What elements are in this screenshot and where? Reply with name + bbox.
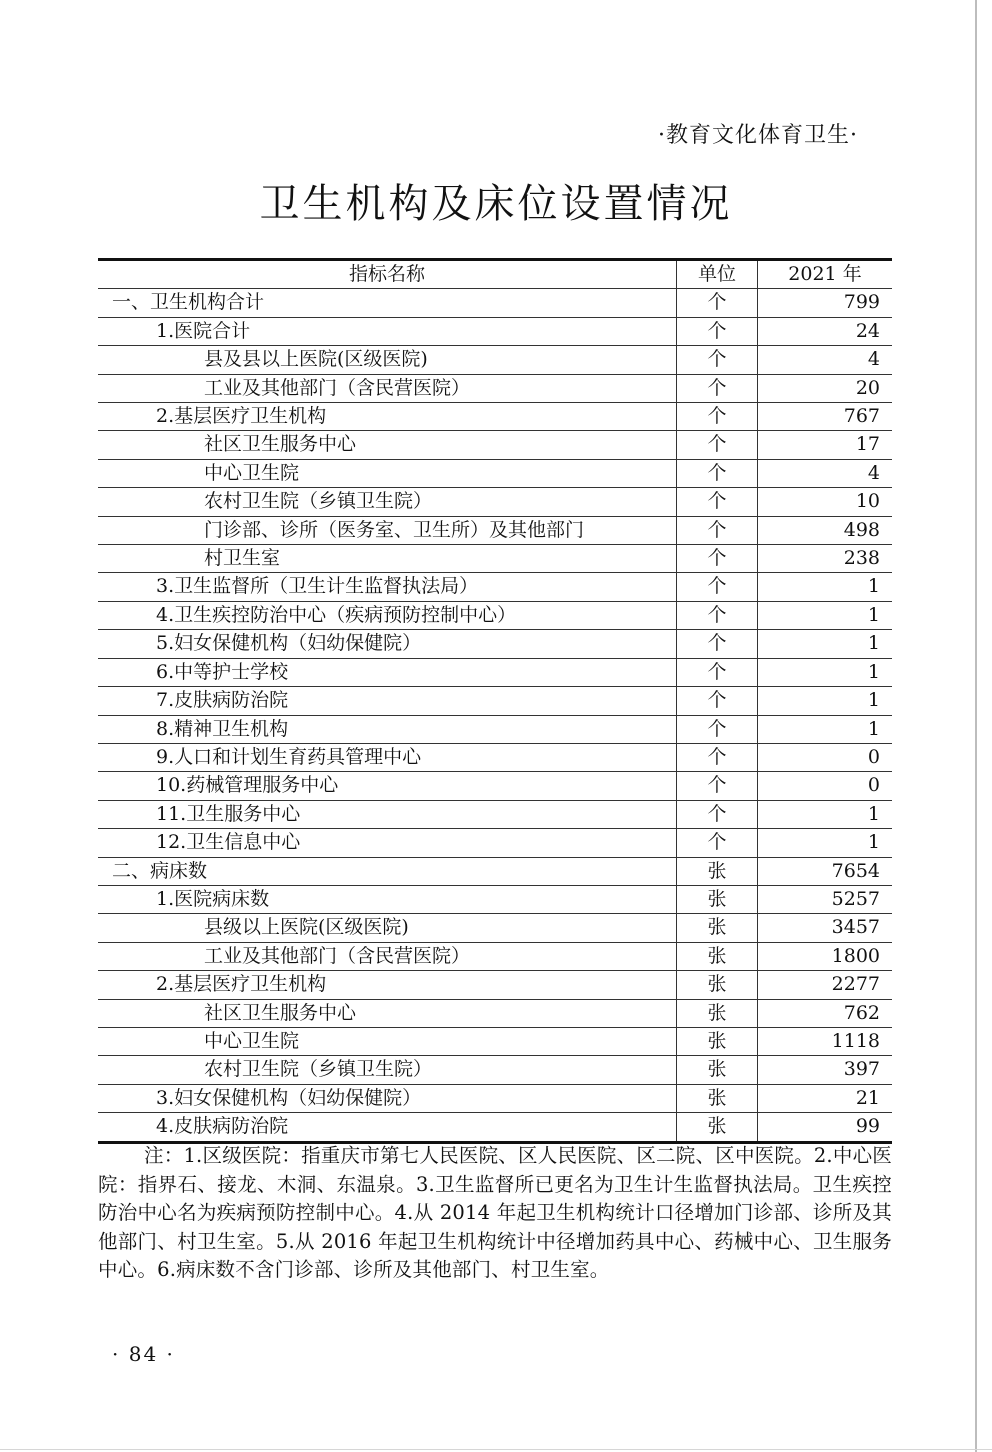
- cell-indicator-name: 社区卫生服务中心: [98, 999, 677, 1027]
- table-row: [98, 800, 892, 828]
- table-row: [98, 289, 892, 317]
- statistics-table: [98, 258, 892, 1144]
- table-row: [98, 516, 892, 544]
- cell-unit: 个: [677, 687, 758, 715]
- cell-value: 10: [758, 488, 893, 516]
- cell-unit: 个: [677, 601, 758, 629]
- section-header: ·教育文化体育卫生·: [658, 123, 858, 148]
- cell-unit: 个: [677, 516, 758, 544]
- table-row: [98, 772, 892, 800]
- cell-value: 1: [758, 658, 893, 686]
- table-row: [98, 1113, 892, 1142]
- table-row: [98, 346, 892, 374]
- cell-indicator-name: 2.基层医疗卫生机构: [98, 403, 677, 431]
- cell-unit: 个: [677, 459, 758, 487]
- table-row: [98, 715, 892, 743]
- table-row: [98, 601, 892, 629]
- header-indicator-name: 指标名称: [98, 260, 677, 289]
- cell-indicator-name: 二、病床数: [98, 857, 677, 885]
- header-unit: 单位: [677, 260, 758, 289]
- table-row: [98, 488, 892, 516]
- cell-value: 5257: [758, 885, 893, 913]
- table-row: [98, 743, 892, 771]
- page-title: 卫生机构及床位设置情况: [259, 181, 733, 227]
- cell-indicator-name: 9.人口和计划生育药具管理中心: [98, 743, 677, 771]
- cell-indicator-name: 农村卫生院（乡镇卫生院）: [98, 1056, 677, 1084]
- cell-unit: 个: [677, 715, 758, 743]
- cell-indicator-name: 4.卫生疾控防治中心（疾病预防控制中心）: [98, 601, 677, 629]
- cell-indicator-name: 县级以上医院(区级医院): [98, 914, 677, 942]
- page-number: · 84 ·: [112, 1342, 175, 1366]
- cell-value: 99: [758, 1113, 893, 1142]
- table-note: 注：1.区级医院：指重庆市第七人民医院、区人民医院、区二院、区中医院。2.中心医院：指界石、接龙、木洞、东温泉。3.卫生监督所已更名为卫生计生监督执法局。卫生疾控防治中心名为疾病预防控制中心。4.从 2014 年起卫生机构统计口径增加门诊部、诊所及其他部门、村卫生室。5.从 2016 年起卫生机构统计中径增加药具中心、药械中心、卫生服务中心。6.病床数不含门诊部、诊所及其他部门、村卫生室。: [98, 1144, 892, 1281]
- cell-unit: 个: [677, 374, 758, 402]
- cell-value: 17: [758, 431, 893, 459]
- cell-indicator-name: 8.精神卫生机构: [98, 715, 677, 743]
- cell-unit: 个: [677, 317, 758, 345]
- cell-value: 1: [758, 601, 893, 629]
- cell-indicator-name: 工业及其他部门（含民营医院）: [98, 374, 677, 402]
- cell-indicator-name: 农村卫生院（乡镇卫生院）: [98, 488, 677, 516]
- cell-unit: 个: [677, 346, 758, 374]
- cell-indicator-name: 中心卫生院: [98, 459, 677, 487]
- cell-indicator-name: 10.药械管理服务中心: [98, 772, 677, 800]
- cell-indicator-name: 村卫生室: [98, 545, 677, 573]
- cell-unit: 张: [677, 1084, 758, 1112]
- cell-value: 799: [758, 289, 893, 317]
- header-year: 2021 年: [758, 260, 893, 289]
- table-row: [98, 403, 892, 431]
- cell-unit: 个: [677, 488, 758, 516]
- cell-indicator-name: 门诊部、诊所（医务室、卫生所）及其他部门: [98, 516, 677, 544]
- cell-value: 0: [758, 743, 893, 771]
- table-row: [98, 914, 892, 942]
- cell-indicator-name: 县及县以上医院(区级医院): [98, 346, 677, 374]
- cell-value: 2277: [758, 971, 893, 999]
- cell-unit: 张: [677, 857, 758, 885]
- cell-indicator-name: 3.卫生监督所（卫生计生监督执法局）: [98, 573, 677, 601]
- cell-value: 1: [758, 687, 893, 715]
- cell-unit: 个: [677, 403, 758, 431]
- cell-indicator-name: 中心卫生院: [98, 1027, 677, 1055]
- cell-value: 3457: [758, 914, 893, 942]
- cell-value: 21: [758, 1084, 893, 1112]
- cell-value: 767: [758, 403, 893, 431]
- cell-unit: 个: [677, 289, 758, 317]
- cell-unit: 个: [677, 431, 758, 459]
- table-row: [98, 1084, 892, 1112]
- cell-value: 24: [758, 317, 893, 345]
- cell-unit: 个: [677, 545, 758, 573]
- cell-unit: 张: [677, 885, 758, 913]
- cell-indicator-name: 12.卫生信息中心: [98, 829, 677, 857]
- table-row: [98, 885, 892, 913]
- cell-unit: 张: [677, 942, 758, 970]
- cell-indicator-name: 工业及其他部门（含民营医院）: [98, 942, 677, 970]
- cell-value: 498: [758, 516, 893, 544]
- cell-unit: 个: [677, 658, 758, 686]
- cell-unit: 个: [677, 630, 758, 658]
- cell-value: 20: [758, 374, 893, 402]
- cell-unit: 个: [677, 772, 758, 800]
- table-row: [98, 687, 892, 715]
- table-row: [98, 630, 892, 658]
- cell-unit: 张: [677, 914, 758, 942]
- cell-value: 7654: [758, 857, 893, 885]
- cell-value: 1: [758, 829, 893, 857]
- cell-value: 1800: [758, 942, 893, 970]
- cell-value: 397: [758, 1056, 893, 1084]
- table-row: [98, 857, 892, 885]
- cell-indicator-name: 5.妇女保健机构（妇幼保健院）: [98, 630, 677, 658]
- table-row: [98, 1056, 892, 1084]
- table-row: [98, 459, 892, 487]
- cell-indicator-name: 3.妇女保健机构（妇幼保健院）: [98, 1084, 677, 1112]
- table-row: [98, 374, 892, 402]
- cell-unit: 张: [677, 999, 758, 1027]
- cell-value: 1118: [758, 1027, 893, 1055]
- cell-unit: 张: [677, 971, 758, 999]
- cell-indicator-name: 4.皮肤病防治院: [98, 1113, 677, 1142]
- cell-value: 762: [758, 999, 893, 1027]
- cell-value: 1: [758, 573, 893, 601]
- cell-indicator-name: 社区卫生服务中心: [98, 431, 677, 459]
- table-row: [98, 545, 892, 573]
- cell-value: 238: [758, 545, 893, 573]
- table-row: [98, 999, 892, 1027]
- table-row: [98, 431, 892, 459]
- table-row: [98, 829, 892, 857]
- cell-value: 1: [758, 630, 893, 658]
- cell-unit: 张: [677, 1056, 758, 1084]
- table-row: [98, 317, 892, 345]
- page-edge-bottom: [0, 1449, 992, 1450]
- cell-unit: 个: [677, 800, 758, 828]
- cell-indicator-name: 1.医院合计: [98, 317, 677, 345]
- cell-value: 4: [758, 346, 893, 374]
- cell-value: 4: [758, 459, 893, 487]
- cell-value: 0: [758, 772, 893, 800]
- cell-indicator-name: 11.卫生服务中心: [98, 800, 677, 828]
- cell-unit: 张: [677, 1027, 758, 1055]
- cell-indicator-name: 7.皮肤病防治院: [98, 687, 677, 715]
- cell-indicator-name: 一、卫生机构合计: [98, 289, 677, 317]
- table-row: [98, 942, 892, 970]
- table-row: [98, 658, 892, 686]
- table-row: [98, 971, 892, 999]
- cell-unit: 个: [677, 829, 758, 857]
- table-row: [98, 573, 892, 601]
- cell-unit: 张: [677, 1113, 758, 1142]
- cell-indicator-name: 6.中等护士学校: [98, 658, 677, 686]
- table-row: [98, 1027, 892, 1055]
- cell-value: 1: [758, 800, 893, 828]
- cell-indicator-name: 1.医院病床数: [98, 885, 677, 913]
- cell-unit: 个: [677, 573, 758, 601]
- table-body: [98, 289, 892, 1142]
- cell-value: 1: [758, 715, 893, 743]
- cell-indicator-name: 2.基层医疗卫生机构: [98, 971, 677, 999]
- table-header-row: [98, 260, 892, 289]
- cell-unit: 个: [677, 743, 758, 771]
